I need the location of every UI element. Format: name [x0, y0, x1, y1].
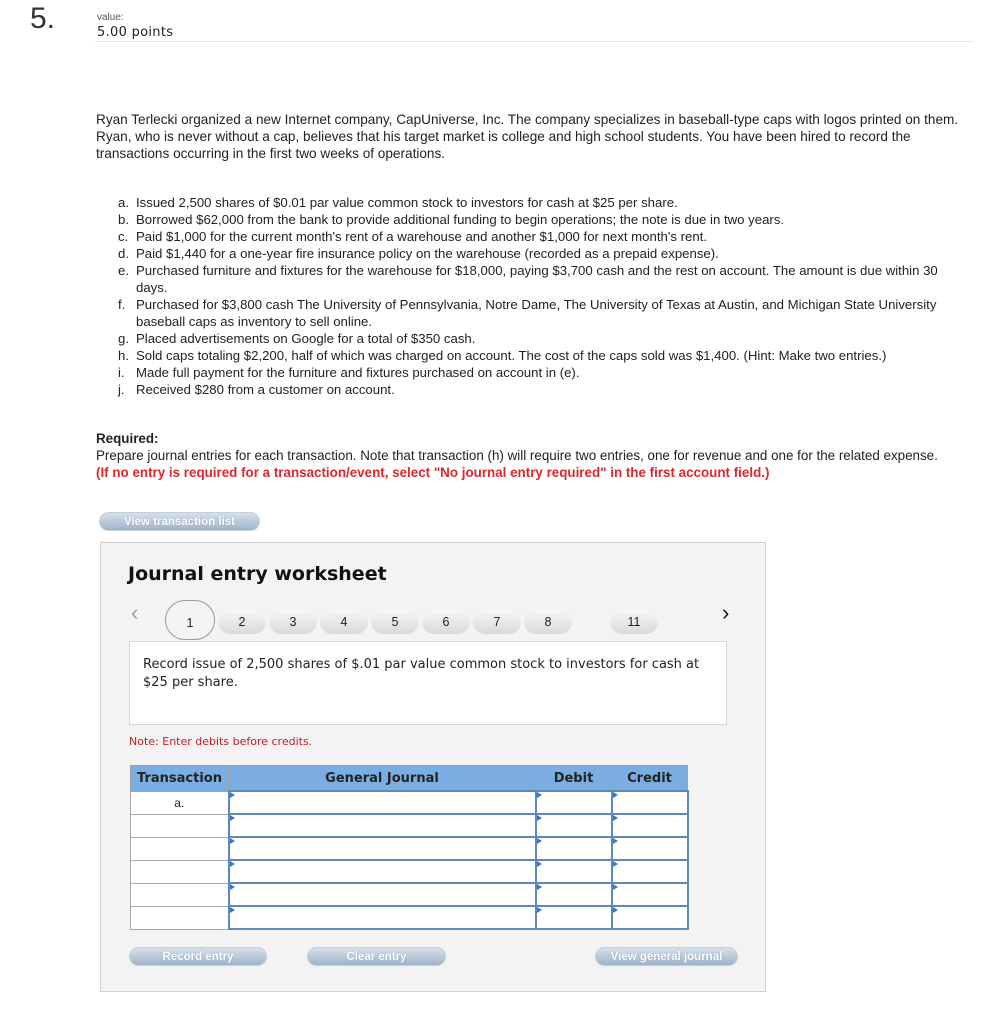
debit-input[interactable]: [536, 860, 612, 883]
col-debit: Debit: [536, 766, 612, 792]
intro-text: Ryan Terlecki organized a new Internet company, CapUniverse, Inc. The company specializes in baseball-type caps with logos printed on them. Ryan, who is never without a cap, believes that his target market is college and high school students. You have been hired to record the transactions occurring in the first two weeks of operations.: [96, 112, 959, 161]
transaction-item: [118, 381, 948, 398]
table-row: [131, 883, 688, 906]
divider: [95, 41, 973, 42]
credit-input[interactable]: [612, 883, 688, 906]
view-transaction-list-button[interactable]: View transaction list: [99, 512, 260, 531]
transaction-text: Sold caps totaling $2,200, half of which was charged on account. The cost of the caps sold was $1,400. (Hint: Make two entries.): [136, 348, 887, 363]
transaction-label: f.: [118, 297, 126, 312]
transaction-text: Paid $1,000 for the current month's rent of a warehouse and another $1,000 for next month's rent.: [136, 229, 707, 244]
debit-input[interactable]: [536, 883, 612, 906]
transaction-text: Borrowed $62,000 from the bank to provide additional funding to begin operations; the note is due in two years.: [136, 212, 785, 227]
tab-8[interactable]: 8: [524, 610, 572, 634]
table-row: [131, 814, 688, 837]
credit-input[interactable]: [612, 814, 688, 837]
tab-1[interactable]: 1: [165, 600, 215, 640]
record-entry-button[interactable]: Record entry: [129, 947, 267, 966]
transaction-label: g.: [118, 331, 129, 346]
transaction-cell: [131, 837, 229, 860]
debits-note: Note: Enter debits before credits.: [129, 735, 313, 748]
question-number: 5.: [30, 2, 56, 35]
transaction-item: [118, 296, 948, 330]
col-credit: Credit: [612, 766, 688, 792]
account-input[interactable]: [229, 906, 536, 929]
transaction-cell: [131, 906, 229, 929]
transaction-item: [118, 347, 948, 364]
account-input[interactable]: [229, 860, 536, 883]
credit-input[interactable]: [612, 906, 688, 929]
transaction-description: Record issue of 2,500 shares of $.01 par value common stock to investors for cash at $25 per share.: [129, 641, 727, 725]
debit-input[interactable]: [536, 814, 612, 837]
debit-input[interactable]: [536, 791, 612, 814]
transaction-cell: [131, 814, 229, 837]
transaction-label: j.: [118, 382, 125, 397]
debit-input[interactable]: [536, 906, 612, 929]
table-row: [131, 860, 688, 883]
transaction-item: [118, 364, 948, 381]
transaction-item: [118, 211, 948, 228]
transaction-label: c.: [118, 229, 129, 244]
transaction-label: i.: [118, 365, 125, 380]
tab-3[interactable]: 3: [269, 610, 317, 634]
table-row: [131, 837, 688, 860]
transaction-label: h.: [118, 348, 129, 363]
credit-input[interactable]: [612, 837, 688, 860]
transaction-list: [118, 194, 948, 398]
points-value: 5.00 points: [97, 25, 174, 40]
required-heading: Required:: [96, 431, 159, 446]
next-arrow-icon[interactable]: ›: [722, 600, 730, 625]
value-label: value:: [97, 12, 124, 23]
worksheet-title: Journal entry worksheet: [128, 563, 387, 585]
tab-6[interactable]: 6: [422, 610, 470, 634]
transaction-text: Placed advertisements on Google for a total of $350 cash.: [136, 331, 476, 346]
required-text: Prepare journal entries for each transaction. Note that transaction (h) will require two entries, one for revenue and one for the related expense.: [96, 448, 938, 463]
account-input[interactable]: [229, 883, 536, 906]
col-general-journal: General Journal: [229, 766, 536, 792]
clear-entry-button[interactable]: Clear entry: [307, 947, 446, 966]
transaction-cell: [131, 860, 229, 883]
col-transaction: Transaction: [131, 766, 229, 792]
transaction-item: [118, 245, 948, 262]
prev-arrow-icon[interactable]: ‹: [131, 600, 139, 625]
transaction-text: Purchased furniture and fixtures for the warehouse for $18,000, paying $3,700 cash and the rest on account. The amount is due within 30 days.: [136, 263, 938, 295]
account-input[interactable]: [229, 814, 536, 837]
transaction-text: Paid $1,440 for a one-year fire insurance policy on the warehouse (recorded as a prepaid expense).: [136, 246, 719, 261]
transaction-label: e.: [118, 263, 129, 278]
tab-11[interactable]: 11: [610, 610, 658, 634]
transaction-text: Made full payment for the furniture and fixtures purchased on account in (e).: [136, 365, 580, 380]
credit-input[interactable]: [612, 860, 688, 883]
debit-input[interactable]: [536, 837, 612, 860]
transaction-item: [118, 228, 948, 245]
transaction-text: Received $280 from a customer on account.: [136, 382, 395, 397]
credit-input[interactable]: [612, 791, 688, 814]
tab-4[interactable]: 4: [320, 610, 368, 634]
tab-7[interactable]: 7: [473, 610, 521, 634]
transaction-item: [118, 262, 948, 296]
transaction-label: d.: [118, 246, 129, 261]
required-warning: (If no entry is required for a transaction/event, select "No journal entry required" in the first account field.): [96, 465, 770, 480]
tab-5[interactable]: 5: [371, 610, 419, 634]
account-input[interactable]: [229, 791, 536, 814]
transaction-text: Issued 2,500 shares of $0.01 par value common stock to investors for cash at $25 per share.: [136, 195, 678, 210]
transaction-label: b.: [118, 212, 129, 227]
table-row: [131, 906, 688, 929]
journal-table: [130, 765, 689, 930]
transaction-cell: a.: [131, 791, 229, 814]
transaction-item: [118, 330, 948, 347]
transaction-cell: [131, 883, 229, 906]
tab-2[interactable]: 2: [218, 610, 266, 634]
transaction-text: Purchased for $3,800 cash The University of Pennsylvania, Notre Dame, The University of Texas at Austin, and Michigan State University baseball caps as inventory to sell online.: [136, 297, 937, 329]
required-section: [96, 430, 946, 481]
transaction-item: [118, 194, 948, 211]
table-row: [131, 791, 688, 814]
transaction-label: a.: [118, 195, 129, 210]
account-input[interactable]: [229, 837, 536, 860]
view-general-journal-button[interactable]: View general journal: [595, 947, 738, 966]
